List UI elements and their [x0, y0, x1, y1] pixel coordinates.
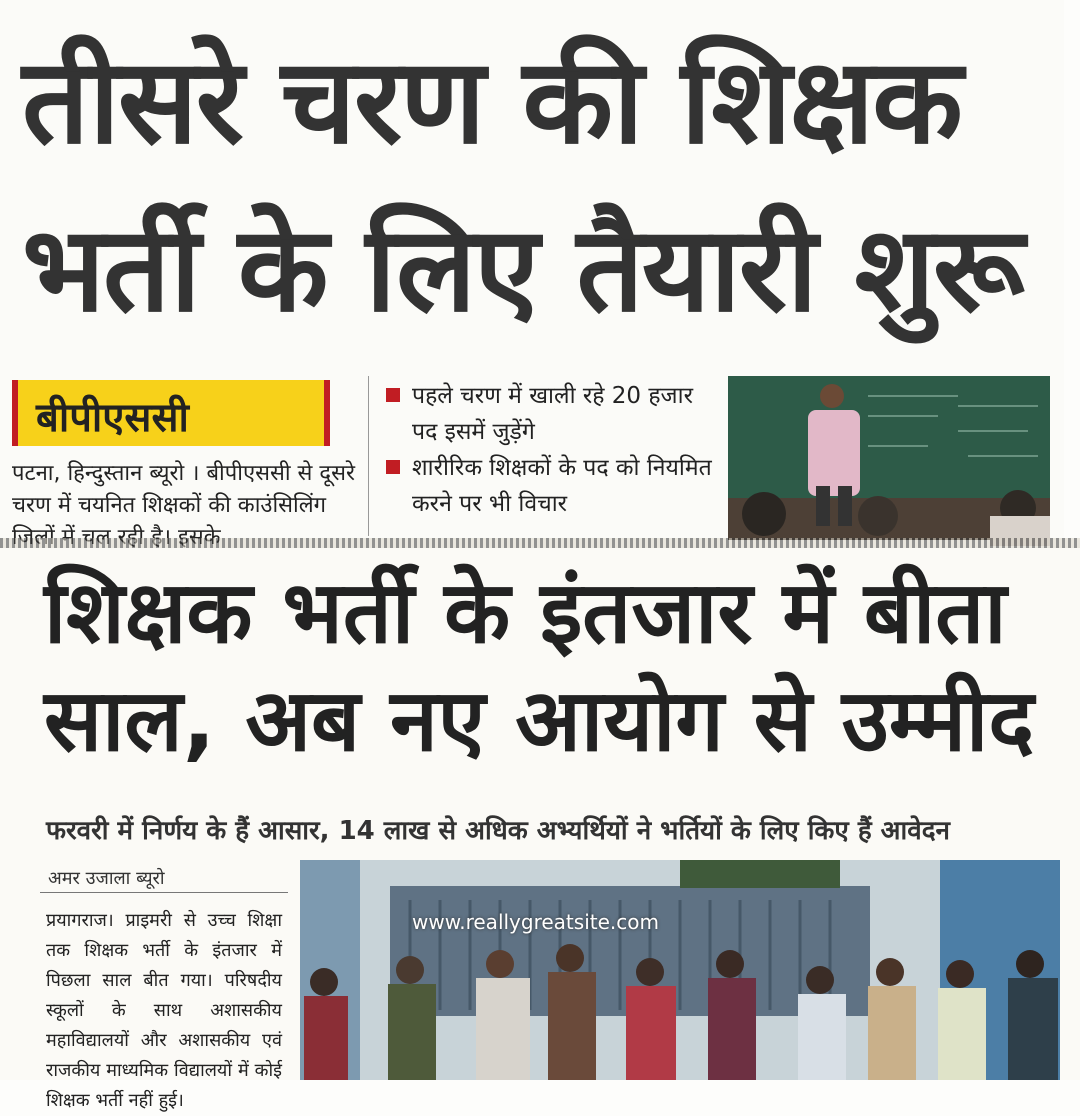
bottom-headline-line1: शिक्षक भर्ती के इंतजार में बीता — [44, 563, 1007, 663]
bullet-list — [386, 378, 716, 522]
top-headline-line2: भर्ती के लिए तैयारी शुरू — [22, 200, 1023, 338]
bullet-square-icon — [386, 388, 400, 402]
bottom-news-clipping — [0, 548, 1080, 1111]
bullet-item: पहले चरण में खाली रहे 20 हजार पद इसमें जुड़ेंगे — [386, 378, 716, 450]
top-news-clipping — [0, 0, 1064, 540]
bullet-item: शारीरिक शिक्षकों के पद को नियमित करने पर भी विचार — [386, 450, 716, 522]
bottom-headline-line2: साल, अब नए आयोग से उम्मीद — [44, 671, 1034, 771]
teacher-blackboard-photo — [728, 376, 1050, 540]
bureau-rule — [40, 892, 288, 893]
bureau-credit: अमर उजाला ब्यूरो — [48, 868, 165, 889]
bullet-square-icon — [386, 460, 400, 474]
watermark-url: www.reallygreatsite.com — [412, 910, 659, 934]
top-byline: पटना, हिन्दुस्तान ब्यूरो । बीपीएससी से दूसरे चरण में चयनित शिक्षकों की काउंसिलिंग — [12, 461, 355, 518]
top-headline-line1: तीसरे चरण की शिक्षक — [22, 32, 961, 170]
subheadline: फरवरी में निर्णय के हैं आसार, 14 लाख से अधिक अभ्यर्थियों ने भर्तियों के लिए किए हैं आवेदन — [46, 816, 950, 846]
column-divider — [368, 376, 369, 536]
bpsc-tag: बीपीएससी — [12, 380, 330, 446]
protest-photo — [300, 860, 1060, 1080]
article-body: प्रयागराज। प्राइमरी से उच्च शिक्षा तक शिक्षक भर्ती के इंतजार में पिछला साल बीत गया। परिषदीय स्कूलों के साथ अशासकीय महाविद्यालयों और अशासकीय एवं राजकीय माध्यमिक विद्यालयों में कोई शिक्षक भर्ती नहीं हुई। — [46, 910, 282, 1111]
